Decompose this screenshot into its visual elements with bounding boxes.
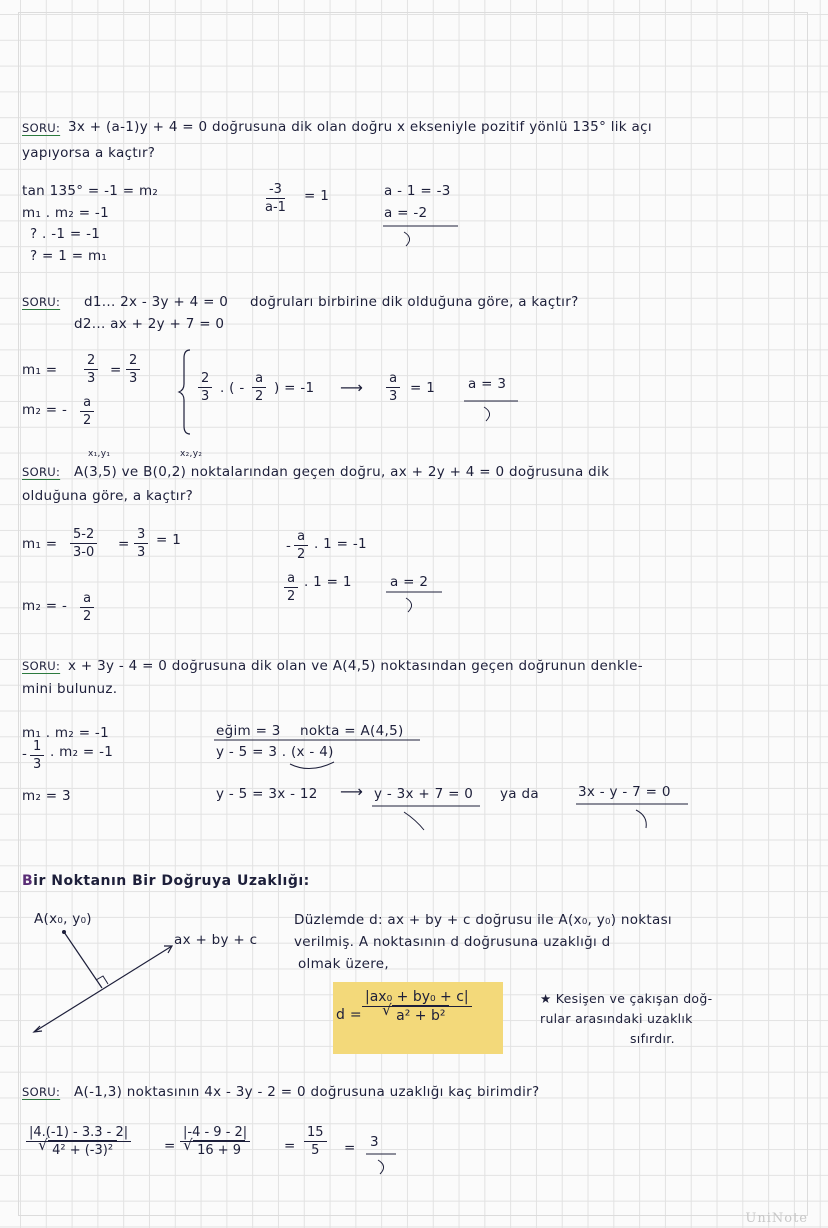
q2-m1-den2: 3 (129, 371, 138, 386)
q5-frac-1-num: |4.(-1) - 3.3 - 2| (26, 1126, 131, 1142)
q1-work-1: tan 135° = -1 = m₂ (22, 183, 159, 199)
q4-result-1: y - 3x + 7 = 0 (374, 786, 474, 802)
note-line-1: ★ Kesişen ve çakışan doğ- (540, 991, 713, 1006)
q1-label: SORU: (22, 121, 61, 135)
q2-f3-den: 3 (389, 389, 398, 404)
section-desc-1: Düzlemde d: ax + by + c doğrusu ile A(x₀, y₀) noktası (294, 912, 672, 928)
q1-result-2: a = -2 (384, 205, 428, 221)
q1-text-line1: 3x + (a-1)y + 4 = 0 doğrusuna dik olan doğru x ekseniyle pozitif yönlü 135° lik açı (68, 119, 652, 135)
q4-eq1: y - 5 = 3 . (x - 4) (216, 744, 334, 760)
q5-label: SORU: (22, 1085, 61, 1099)
q5-frac-3-den: 5 (311, 1143, 320, 1158)
q5-frac-1-den: √ 4² + (-3)² (48, 1140, 117, 1158)
q2-question: doğruları birbirine dik olduğuna göre, a kaçtır? (250, 294, 579, 310)
q1-work-2: m₁ . m₂ = -1 (22, 205, 109, 221)
q4-text-line1: x + 3y - 4 = 0 doğrusuna dik olan ve A(4,5) noktasından geçen doğrunun denkle- (68, 658, 643, 674)
q3-m1-num2: 3 (134, 528, 148, 544)
q2-f3-num: a (386, 372, 400, 388)
q4-or: ya da (500, 786, 539, 802)
q3-m2-den: 2 (83, 609, 92, 624)
q5-frac-2-den: √ 16 + 9 (193, 1140, 245, 1158)
q2-m2-num: a (80, 396, 94, 412)
q3-m2-label: m₂ = - (22, 598, 68, 614)
q1-text-line2: yapıyorsa a kaçtır? (22, 145, 156, 161)
q2-prod-f1-den: 3 (201, 389, 210, 404)
q3-m2-num: a (80, 592, 94, 608)
q3-eq2-den: 2 (287, 589, 296, 604)
q2-m1-num: 2 (84, 354, 98, 370)
q3-label: SORU: (22, 465, 61, 479)
q2-prod-f2-num: a (252, 372, 266, 388)
q2-f3-rhs: = 1 (410, 380, 436, 396)
q1-fraction-den: a-1 (265, 200, 286, 215)
q1-fraction-num: -3 (266, 183, 285, 199)
q1-work-4: ? = 1 = m₁ (30, 248, 108, 264)
q2-prod-f2-den: 2 (255, 389, 264, 404)
q4-result-2: 3x - y - 7 = 0 (578, 784, 671, 800)
q5-frac-2-num: |-4 - 9 - 2| (180, 1126, 250, 1142)
q5-frac-3-num: 15 (304, 1126, 327, 1142)
q3-sup-1: x₁,y₁ (88, 449, 111, 459)
q3-eq1-den: 2 (297, 547, 306, 562)
watermark: UniNote (745, 1211, 808, 1226)
q1-fraction-rhs: = 1 (304, 188, 330, 204)
q3-result: a = 2 (390, 574, 429, 590)
q2-label: SORU: (22, 295, 61, 309)
q3-m1-eq: = (118, 536, 130, 552)
section-heading-first: B (22, 873, 34, 889)
q5-text: A(-1,3) noktasının 4x - 3y - 2 = 0 doğrusuna uzaklığı kaç birimdir? (74, 1084, 540, 1100)
q2-m1-den: 3 (87, 371, 96, 386)
q2-m2-den: 2 (83, 413, 92, 428)
q2-result: a = 3 (468, 376, 507, 392)
q2-prod-end: ) = -1 (274, 380, 315, 396)
q2-m1-num2: 2 (126, 354, 140, 370)
q3-text-line2: olduğuna göre, a kaçtır? (22, 488, 194, 504)
q1-work-3: ? . -1 = -1 (30, 226, 101, 242)
q3-eq1-num: a (294, 530, 308, 546)
q2-m1-eq: = (110, 362, 122, 378)
q3-eq2-num: a (284, 572, 298, 588)
formula-den: √ a² + b² (392, 1005, 449, 1024)
q4-point: nokta = A(4,5) (300, 723, 404, 739)
q3-m1-den: 3-0 (73, 545, 95, 560)
q2-line-d2: d2... ax + 2y + 7 = 0 (74, 316, 225, 332)
q5-eq-3: = (344, 1140, 356, 1156)
q4-work-2-rhs: . m₂ = -1 (50, 744, 114, 760)
q3-eq1-rhs: . 1 = -1 (314, 536, 367, 552)
q3-eq2-rhs: . 1 = 1 (304, 574, 352, 590)
q4-work-2-den: 3 (33, 757, 42, 772)
section-desc-3: olmak üzere, (298, 956, 389, 972)
q5-eq-1: = (164, 1138, 176, 1154)
q2-m2-label: m₂ = - (22, 402, 68, 418)
q5-eq-2: = (284, 1138, 296, 1154)
q2-prod-f1-num: 2 (198, 372, 212, 388)
q3-text-line1: A(3,5) ve B(0,2) noktalarından geçen doğru, ax + 2y + 4 = 0 doğrusuna dik (74, 464, 610, 480)
q4-eq2: y - 5 = 3x - 12 (216, 786, 318, 802)
q4-text-line2: mini bulunuz. (22, 681, 118, 697)
q2-prod-mid: . ( - (220, 380, 245, 396)
q2-m1-label: m₁ = (22, 362, 58, 378)
note-line-2: rular arasındaki uzaklık (540, 1011, 693, 1026)
diagram-line-label: ax + by + c (174, 932, 258, 948)
q3-m1-num: 5-2 (70, 528, 97, 544)
q4-arrow: ⟶ (340, 782, 364, 801)
q4-work-2-num: 1 (30, 740, 44, 756)
q3-m1-den2: 3 (137, 545, 146, 560)
q2-arrow: ⟶ (340, 378, 364, 397)
diagram-point-label: A(x₀, y₀) (34, 911, 92, 927)
formula-num: |ax₀ + by₀ + c| (362, 990, 472, 1007)
section-desc-2: verilmiş. A noktasının d doğrusuna uzaklığı d (294, 934, 611, 950)
formula-lhs: d = (336, 1007, 362, 1023)
q2-line-d1: d1... 2x - 3y + 4 = 0 (84, 294, 229, 310)
section-heading-text: ir Noktanın Bir Doğruya Uzaklığı: (33, 873, 310, 889)
note-line-3: sıfırdır. (630, 1031, 675, 1046)
q4-work-1: m₁ . m₂ = -1 (22, 725, 109, 741)
q5-result: 3 (370, 1134, 379, 1150)
q4-slope: eğim = 3 (216, 723, 281, 739)
q4-label: SORU: (22, 659, 61, 673)
q4-work-3: m₂ = 3 (22, 788, 71, 804)
q3-m1-rhs: = 1 (156, 532, 182, 548)
q3-sup-2: x₂,y₂ (180, 449, 203, 459)
q1-result-1: a - 1 = -3 (384, 183, 451, 199)
q4-work-2-pre: - (22, 746, 28, 762)
q3-m1-label: m₁ = (22, 536, 58, 552)
q3-eq1-pre: - (286, 538, 292, 554)
